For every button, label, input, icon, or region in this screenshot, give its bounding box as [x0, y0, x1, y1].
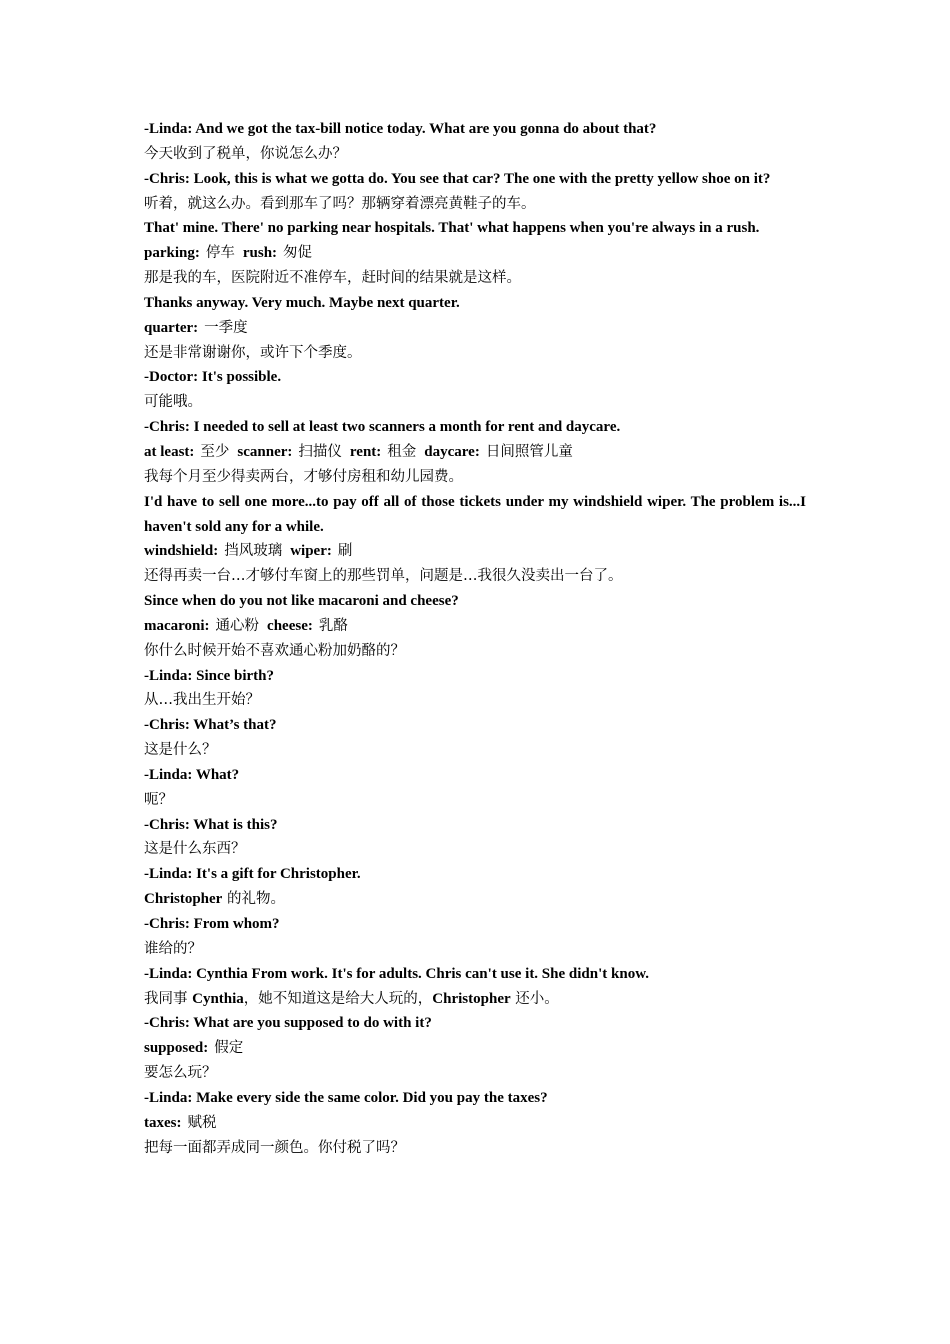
english-line: -Chris: What is this?	[144, 816, 278, 833]
chinese-translation-line: 今天收到了税单，你说怎么办？	[144, 145, 347, 162]
vocab-definition: 匆促	[283, 245, 313, 262]
chinese-translation-line: 这是什么？	[144, 742, 217, 759]
vocab-definition: 停车	[205, 245, 235, 262]
vocab-definition: 至少	[200, 443, 230, 460]
vocabulary-line	[144, 316, 806, 341]
translation-text: 的礼物。	[222, 891, 285, 908]
english-line: -Linda: Make every side the same color. Did you pay the taxes?	[144, 1089, 548, 1106]
vocab-word: macaroni:	[144, 617, 210, 634]
chinese-translation-line: 还得再卖一台…才够付车窗上的那些罚单，问题是…我很久没卖出一台了。	[144, 568, 623, 585]
vocab-word: wiper:	[290, 543, 332, 560]
vocab-definition: 乳酪	[318, 617, 348, 634]
chinese-translation-line: 你什么时候开始不喜欢通心粉加奶酪的？	[144, 642, 405, 659]
chinese-translation-line: 可能哦。	[144, 394, 202, 411]
vocabulary-line	[144, 440, 806, 465]
chinese-translation-line: 从…我出生开始？	[144, 692, 260, 709]
chinese-translation-line: 把每一面都弄成同一颜色。你付税了吗？	[144, 1139, 405, 1156]
vocabulary-line	[144, 539, 806, 564]
vocab-definition: 刷	[337, 543, 353, 560]
english-line: -Chris: Look, this is what we gotta do. You see that car? The one with the pretty yellow shoe on it?	[144, 170, 771, 187]
vocabulary-line	[144, 1111, 806, 1136]
english-line: -Chris: What are you supposed to do with it?	[144, 1015, 432, 1032]
vocab-word: taxes:	[144, 1114, 182, 1131]
transcript-page	[144, 117, 806, 1160]
chinese-translation-line: 我每个月至少得卖两台，才够付房租和幼儿园费。	[144, 468, 463, 485]
chinese-translation-line: 听着，就这么办。看到那车了吗？那辆穿着漂亮黄鞋子的车。	[144, 195, 536, 212]
translation-text: 还小。	[510, 990, 559, 1007]
vocab-definition: 日间照管儿童	[485, 443, 573, 460]
vocab-word: cheese:	[267, 617, 313, 634]
english-line: -Linda: Since birth?	[144, 667, 275, 684]
vocab-definition: 赋税	[187, 1114, 217, 1131]
chinese-translation-line: 那是我的车，医院附近不准停车，赶时间的结果就是这样。	[144, 270, 521, 287]
english-line: -Linda: And we got the tax-bill notice today. What are you gonna do about that?	[144, 121, 657, 137]
chinese-translation-line: 要怎么玩？	[144, 1065, 217, 1082]
english-line: -Doctor: It's possible.	[144, 369, 282, 386]
name-text: Christopher	[144, 891, 223, 908]
chinese-translation-line: 谁给的？	[144, 940, 202, 957]
english-line: -Chris: What’s that?	[144, 717, 277, 734]
english-line: -Chris: I needed to sell at least two scanners a month for rent and daycare.	[144, 419, 621, 436]
english-line: -Chris: From whom?	[144, 916, 280, 932]
vocab-definition: 挡风玻璃	[224, 543, 283, 560]
english-line: Thanks anyway. Very much. Maybe next quarter.	[144, 294, 460, 311]
english-line: -Linda: It's a gift for Christopher.	[144, 866, 361, 883]
chinese-translation-line: 呃？	[144, 791, 173, 808]
vocabulary-line	[144, 614, 806, 639]
chinese-translation-line: 还是非常谢谢你，或许下个季度。	[144, 344, 362, 361]
chinese-translation-line	[144, 887, 806, 912]
vocab-word: rent:	[349, 443, 382, 460]
english-line: That' mine. There' no parking near hospitals. That' what happens when you're always in a rush.	[144, 220, 760, 237]
vocab-definition: 租金	[387, 443, 417, 460]
vocab-word: rush:	[242, 245, 278, 262]
vocab-word: supposed:	[144, 1040, 209, 1057]
translation-text: 我同事	[144, 990, 193, 1007]
translation-text: ，她不知道这是给大人玩的，	[243, 990, 433, 1007]
name-text: Christopher	[432, 990, 511, 1007]
vocab-definition: 通心粉	[215, 617, 260, 634]
vocab-definition: 一季度	[204, 319, 248, 336]
vocab-definition: 扫描仪	[298, 443, 342, 460]
vocab-word: scanner:	[237, 443, 293, 460]
vocab-word: windshield:	[144, 543, 219, 560]
vocabulary-line	[144, 241, 806, 266]
vocab-word: quarter:	[144, 319, 199, 336]
english-line: Since when do you not like macaroni and cheese?	[144, 593, 459, 610]
english-line: -Linda: Cynthia From work. It's for adults. Chris can't use it. She didn't know.	[144, 965, 649, 982]
vocab-word: parking:	[144, 245, 200, 262]
vocabulary-line	[144, 1036, 806, 1061]
chinese-translation-line: 这是什么东西？	[144, 841, 246, 858]
vocab-definition: 假定	[214, 1040, 244, 1057]
chinese-translation-line	[144, 987, 806, 1012]
english-line: I'd have to sell one more...to pay off all of those tickets under my windshield wiper. The problem is...I haven't sold any for a while.	[144, 493, 806, 535]
vocab-word: daycare:	[424, 443, 480, 460]
english-line: -Linda: What?	[144, 766, 240, 783]
vocab-word: at least:	[144, 443, 195, 460]
name-text: Cynthia	[192, 990, 244, 1007]
